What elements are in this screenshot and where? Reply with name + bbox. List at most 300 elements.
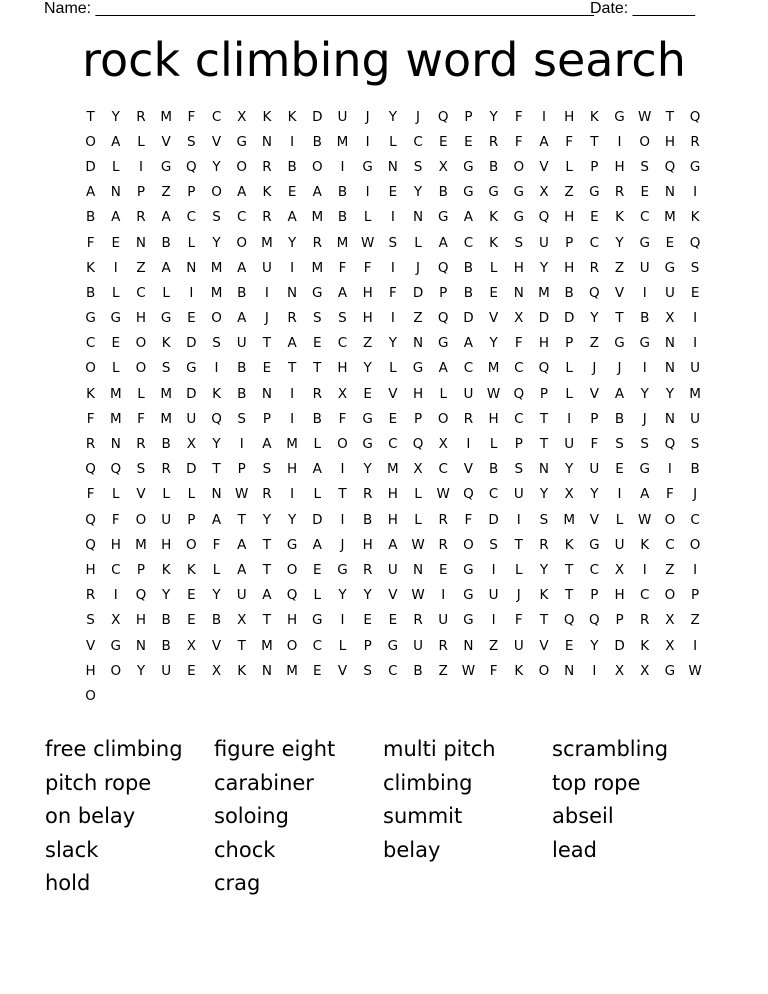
grid-letter[interactable]: S	[161, 360, 171, 377]
grid-letter[interactable]: I	[693, 184, 698, 201]
grid-letter[interactable]: D	[463, 310, 474, 327]
grid-letter[interactable]: Q	[412, 436, 424, 453]
grid-letter[interactable]: F	[514, 133, 523, 150]
grid-letter[interactable]: B	[161, 612, 171, 629]
grid-letter[interactable]: U	[513, 486, 524, 503]
grid-letter[interactable]: V	[136, 486, 146, 503]
grid-letter[interactable]: A	[237, 561, 247, 578]
grid-letter[interactable]: R	[362, 561, 373, 578]
grid-letter[interactable]: P	[136, 184, 146, 201]
grid-letter[interactable]: C	[111, 561, 121, 578]
grid-letter[interactable]: Q	[437, 108, 449, 125]
grid-letter[interactable]: G	[639, 461, 650, 478]
grid-letter[interactable]: U	[161, 662, 172, 679]
grid-letter[interactable]: N	[664, 360, 675, 377]
grid-letter[interactable]: L	[489, 259, 498, 276]
grid-letter[interactable]: Y	[388, 335, 397, 352]
grid-letter[interactable]: T	[539, 436, 549, 453]
grid-letter[interactable]: A	[237, 184, 247, 201]
grid-letter[interactable]: L	[565, 385, 573, 402]
grid-letter[interactable]: R	[136, 436, 146, 453]
grid-letter[interactable]: Q	[85, 511, 96, 528]
grid-letter[interactable]: I	[642, 284, 647, 301]
grid-letter[interactable]: U	[639, 259, 650, 276]
grid-letter[interactable]: G	[589, 184, 600, 201]
grid-letter[interactable]: R	[438, 637, 448, 654]
grid-letter[interactable]: L	[313, 486, 322, 503]
grid-letter[interactable]: B	[237, 284, 247, 301]
grid-letter[interactable]: S	[363, 662, 372, 679]
grid-letter[interactable]: X	[640, 662, 650, 679]
grid-letter[interactable]: Q	[513, 385, 525, 402]
grid-letter[interactable]: Y	[262, 511, 272, 528]
grid-letter[interactable]: Y	[640, 385, 649, 402]
grid-letter[interactable]: S	[187, 133, 196, 150]
grid-letter[interactable]: S	[312, 310, 322, 327]
grid-letter[interactable]: N	[261, 662, 272, 679]
grid-letter[interactable]: L	[162, 486, 170, 503]
grid-letter[interactable]: O	[211, 310, 222, 327]
grid-letter[interactable]: D	[614, 637, 625, 654]
grid-letter[interactable]: U	[463, 385, 474, 402]
grid-letter[interactable]: A	[237, 310, 247, 327]
grid-letter[interactable]: F	[86, 486, 95, 503]
grid-letter[interactable]: Q	[135, 587, 147, 604]
grid-letter[interactable]: B	[312, 133, 322, 150]
grid-letter[interactable]: T	[338, 486, 347, 503]
grid-letter[interactable]: M	[664, 209, 676, 226]
grid-letter[interactable]: O	[437, 410, 449, 427]
grid-letter[interactable]: C	[514, 410, 524, 427]
grid-letter[interactable]: O	[236, 234, 248, 251]
grid-letter[interactable]: M	[387, 461, 399, 478]
grid-letter[interactable]: P	[136, 561, 146, 578]
grid-letter[interactable]: R	[614, 184, 625, 201]
grid-letter[interactable]: G	[589, 536, 600, 553]
grid-letter[interactable]: T	[262, 612, 272, 629]
grid-letter[interactable]: B	[237, 385, 247, 402]
grid-letter[interactable]: G	[387, 637, 399, 654]
grid-letter[interactable]: A	[388, 536, 398, 553]
grid-letter[interactable]: A	[111, 209, 121, 226]
grid-letter[interactable]: X	[237, 612, 247, 629]
grid-letter[interactable]: L	[137, 133, 145, 150]
grid-letter[interactable]: Q	[211, 410, 222, 427]
grid-letter[interactable]: M	[135, 536, 147, 553]
grid-letter[interactable]: D	[312, 108, 323, 125]
grid-letter[interactable]: W	[688, 662, 702, 679]
grid-letter[interactable]: H	[362, 284, 373, 301]
grid-letter[interactable]: E	[363, 612, 372, 629]
grid-letter[interactable]: E	[187, 612, 196, 629]
grid-letter[interactable]: H	[387, 511, 398, 528]
grid-letter[interactable]: T	[539, 612, 549, 629]
grid-letter[interactable]: G	[236, 133, 247, 150]
grid-letter[interactable]: F	[212, 536, 221, 553]
grid-letter[interactable]: L	[187, 234, 196, 251]
grid-letter[interactable]: H	[664, 133, 675, 150]
grid-letter[interactable]: H	[412, 385, 424, 402]
grid-letter[interactable]: H	[135, 310, 147, 327]
grid-letter[interactable]: X	[237, 108, 247, 125]
grid-letter[interactable]: X	[337, 385, 348, 402]
grid-letter[interactable]: Z	[589, 335, 599, 352]
grid-letter[interactable]: G	[664, 259, 676, 276]
grid-letter[interactable]: A	[614, 385, 625, 402]
grid-letter[interactable]: U	[236, 335, 247, 352]
grid-letter[interactable]: V	[488, 310, 499, 327]
grid-letter[interactable]: I	[290, 385, 295, 402]
grid-letter[interactable]: G	[110, 310, 122, 327]
grid-letter[interactable]: K	[640, 536, 650, 553]
grid-letter[interactable]: F	[666, 486, 674, 503]
grid-letter[interactable]: L	[489, 436, 498, 453]
grid-letter[interactable]: A	[640, 486, 650, 503]
grid-letter[interactable]: E	[665, 234, 675, 251]
grid-letter[interactable]: P	[262, 410, 271, 427]
grid-letter[interactable]: L	[389, 133, 397, 150]
grid-letter[interactable]: K	[237, 662, 247, 679]
grid-letter[interactable]: E	[111, 234, 121, 251]
grid-letter[interactable]: I	[466, 436, 471, 453]
grid-letter[interactable]: L	[389, 360, 397, 377]
grid-letter[interactable]: H	[564, 108, 575, 125]
grid-letter[interactable]: M	[160, 108, 172, 125]
grid-letter[interactable]: J	[365, 108, 370, 125]
grid-letter[interactable]: N	[110, 436, 121, 453]
grid-letter[interactable]: D	[538, 310, 550, 327]
grid-letter[interactable]: Y	[212, 587, 221, 604]
grid-letter[interactable]: D	[186, 335, 197, 352]
grid-letter[interactable]: R	[312, 234, 322, 251]
grid-letter[interactable]: U	[161, 511, 172, 528]
grid-letter[interactable]: P	[691, 587, 700, 604]
grid-letter[interactable]: D	[412, 284, 424, 301]
grid-letter[interactable]: V	[539, 637, 549, 654]
grid-letter[interactable]: Y	[287, 234, 297, 251]
grid-letter[interactable]: I	[390, 259, 395, 276]
grid-letter[interactable]: Y	[565, 461, 574, 478]
grid-letter[interactable]: X	[413, 461, 423, 478]
grid-letter[interactable]: A	[337, 284, 348, 301]
grid-letter[interactable]: C	[488, 486, 499, 503]
grid-letter[interactable]: F	[137, 410, 145, 427]
grid-letter[interactable]: A	[262, 587, 272, 604]
date-field-label[interactable]: Date: _______	[590, 0, 695, 17]
grid-letter[interactable]: K	[640, 637, 650, 654]
grid-letter[interactable]: I	[113, 587, 118, 604]
grid-letter[interactable]: N	[538, 461, 550, 478]
grid-letter[interactable]: G	[463, 612, 474, 629]
grid-letter[interactable]: E	[111, 335, 121, 352]
grid-letter[interactable]: H	[614, 158, 625, 175]
grid-letter[interactable]: K	[262, 108, 272, 125]
grid-letter[interactable]: A	[463, 209, 474, 226]
grid-letter[interactable]: Z	[438, 662, 448, 679]
grid-letter[interactable]: Q	[110, 461, 122, 478]
grid-letter[interactable]: Y	[590, 637, 599, 654]
grid-letter[interactable]: M	[563, 511, 575, 528]
grid-letter[interactable]: B	[337, 209, 348, 226]
grid-letter[interactable]: C	[589, 561, 600, 578]
grid-letter[interactable]: F	[363, 259, 372, 276]
grid-letter[interactable]: B	[690, 461, 700, 478]
grid-letter[interactable]: W	[411, 536, 425, 553]
grid-letter[interactable]: I	[239, 436, 244, 453]
grid-letter[interactable]: U	[337, 108, 348, 125]
grid-letter[interactable]: T	[237, 511, 246, 528]
grid-letter[interactable]: G	[689, 158, 701, 175]
grid-letter[interactable]: A	[85, 184, 96, 201]
grid-letter[interactable]: Q	[689, 108, 701, 125]
grid-letter[interactable]: P	[187, 184, 196, 201]
grid-letter[interactable]: Y	[212, 436, 221, 453]
grid-letter[interactable]: O	[110, 662, 122, 679]
grid-letter[interactable]: R	[85, 436, 96, 453]
grid-letter[interactable]: E	[313, 662, 322, 679]
grid-letter[interactable]: X	[614, 662, 625, 679]
grid-letter[interactable]: F	[388, 284, 397, 301]
grid-letter[interactable]: V	[614, 284, 625, 301]
grid-letter[interactable]: C	[337, 335, 348, 352]
grid-letter[interactable]: Y	[489, 108, 498, 125]
grid-letter[interactable]: H	[564, 209, 575, 226]
grid-letter[interactable]: P	[565, 335, 574, 352]
grid-letter[interactable]: I	[667, 461, 672, 478]
grid-letter[interactable]: O	[85, 687, 96, 704]
grid-letter[interactable]: G	[362, 158, 373, 175]
grid-letter[interactable]: R	[589, 259, 600, 276]
grid-letter[interactable]: W	[235, 486, 249, 503]
grid-letter[interactable]: C	[665, 536, 675, 553]
grid-letter[interactable]: C	[640, 209, 650, 226]
grid-letter[interactable]: N	[412, 209, 424, 226]
grid-letter[interactable]: F	[565, 133, 574, 150]
grid-letter[interactable]: V	[539, 158, 549, 175]
grid-letter[interactable]: B	[614, 410, 625, 427]
grid-letter[interactable]: N	[513, 284, 524, 301]
grid-letter[interactable]: T	[313, 360, 322, 377]
grid-letter[interactable]: B	[161, 234, 171, 251]
grid-letter[interactable]: M	[160, 410, 172, 427]
grid-letter[interactable]: Z	[564, 184, 574, 201]
grid-letter[interactable]: K	[262, 184, 272, 201]
grid-letter[interactable]: G	[513, 184, 525, 201]
grid-letter[interactable]: B	[463, 259, 474, 276]
grid-letter[interactable]: U	[186, 410, 197, 427]
grid-letter[interactable]: B	[211, 612, 222, 629]
grid-letter[interactable]: P	[413, 410, 423, 427]
grid-letter[interactable]: J	[617, 360, 622, 377]
grid-letter[interactable]: K	[589, 108, 599, 125]
grid-letter[interactable]: A	[312, 461, 322, 478]
grid-letter[interactable]: V	[85, 637, 96, 654]
grid-letter[interactable]: R	[438, 536, 448, 553]
grid-letter[interactable]: R	[262, 486, 272, 503]
grid-letter[interactable]: L	[112, 284, 120, 301]
grid-letter[interactable]: Z	[665, 561, 675, 578]
grid-letter[interactable]: Y	[413, 184, 423, 201]
grid-letter[interactable]: K	[186, 561, 196, 578]
grid-letter[interactable]: A	[161, 259, 171, 276]
grid-letter[interactable]: N	[412, 561, 424, 578]
grid-letter[interactable]: I	[693, 335, 698, 352]
grid-letter[interactable]: N	[287, 284, 298, 301]
grid-letter[interactable]: G	[639, 335, 650, 352]
grid-letter[interactable]: F	[464, 511, 473, 528]
grid-letter[interactable]: G	[337, 561, 348, 578]
grid-letter[interactable]: S	[615, 436, 624, 453]
grid-letter[interactable]: Y	[338, 587, 347, 604]
grid-letter[interactable]: A	[312, 536, 322, 553]
grid-letter[interactable]: C	[463, 234, 474, 251]
grid-letter[interactable]: O	[135, 511, 147, 528]
grid-letter[interactable]: Q	[286, 587, 298, 604]
grid-letter[interactable]: R	[463, 410, 474, 427]
grid-letter[interactable]: I	[290, 259, 295, 276]
grid-letter[interactable]: G	[160, 158, 172, 175]
grid-letter[interactable]: N	[664, 184, 675, 201]
grid-letter[interactable]: Z	[413, 310, 423, 327]
grid-letter[interactable]: K	[514, 662, 524, 679]
grid-letter[interactable]: Z	[614, 259, 625, 276]
grid-letter[interactable]: Y	[539, 486, 549, 503]
grid-letter[interactable]: S	[640, 158, 649, 175]
grid-letter[interactable]: Q	[538, 360, 550, 377]
grid-letter[interactable]: T	[514, 536, 523, 553]
grid-letter[interactable]: Y	[615, 234, 624, 251]
grid-letter[interactable]: G	[513, 209, 525, 226]
grid-letter[interactable]: A	[438, 234, 448, 251]
grid-letter[interactable]: N	[186, 259, 197, 276]
grid-letter[interactable]: F	[86, 410, 95, 427]
grid-letter[interactable]: P	[590, 158, 599, 175]
grid-letter[interactable]: A	[211, 511, 222, 528]
grid-letter[interactable]: F	[338, 259, 347, 276]
grid-letter[interactable]: E	[388, 410, 398, 427]
grid-letter[interactable]: Q	[437, 259, 449, 276]
grid-letter[interactable]: J	[340, 536, 345, 553]
grid-letter[interactable]: I	[541, 108, 546, 125]
grid-letter[interactable]: H	[513, 259, 524, 276]
grid-letter[interactable]: B	[161, 637, 171, 654]
grid-letter[interactable]: X	[665, 637, 675, 654]
grid-letter[interactable]: I	[365, 184, 370, 201]
grid-letter[interactable]: R	[539, 536, 549, 553]
grid-letter[interactable]: O	[513, 158, 525, 175]
grid-letter[interactable]: T	[665, 108, 675, 125]
grid-letter[interactable]: J	[592, 360, 597, 377]
grid-letter[interactable]: Y	[363, 461, 372, 478]
grid-letter[interactable]: E	[590, 209, 599, 226]
grid-letter[interactable]: X	[438, 436, 448, 453]
grid-letter[interactable]: T	[565, 561, 574, 578]
grid-letter[interactable]: F	[514, 335, 523, 352]
grid-letter[interactable]: X	[665, 612, 675, 629]
grid-letter[interactable]: S	[413, 158, 423, 175]
grid-letter[interactable]: C	[438, 461, 448, 478]
grid-letter[interactable]: L	[112, 486, 120, 503]
grid-letter[interactable]: H	[614, 587, 625, 604]
grid-letter[interactable]: L	[414, 234, 422, 251]
grid-letter[interactable]: T	[262, 335, 272, 352]
grid-letter[interactable]: P	[615, 612, 624, 629]
grid-letter[interactable]: U	[413, 637, 423, 654]
grid-letter[interactable]: Y	[212, 234, 221, 251]
grid-letter[interactable]: E	[363, 385, 372, 402]
grid-letter[interactable]: G	[437, 209, 449, 226]
grid-letter[interactable]: B	[337, 184, 348, 201]
grid-letter[interactable]: B	[438, 184, 448, 201]
grid-letter[interactable]: L	[112, 360, 120, 377]
grid-letter[interactable]: Y	[136, 662, 146, 679]
grid-letter[interactable]: T	[565, 587, 574, 604]
grid-letter[interactable]: I	[491, 612, 496, 629]
grid-letter[interactable]: I	[340, 158, 345, 175]
grid-letter[interactable]: K	[86, 259, 96, 276]
grid-letter[interactable]: R	[287, 310, 297, 327]
grid-letter[interactable]: I	[340, 511, 345, 528]
grid-letter[interactable]: H	[287, 612, 298, 629]
grid-letter[interactable]: E	[464, 133, 473, 150]
grid-letter[interactable]: G	[463, 587, 474, 604]
grid-letter[interactable]: M	[487, 360, 500, 377]
grid-letter[interactable]: L	[414, 511, 422, 528]
grid-letter[interactable]: N	[387, 158, 398, 175]
grid-letter[interactable]: L	[615, 511, 624, 528]
grid-letter[interactable]: Y	[212, 158, 221, 175]
grid-letter[interactable]: A	[237, 259, 247, 276]
grid-letter[interactable]: P	[237, 461, 246, 478]
grid-letter[interactable]: N	[110, 184, 121, 201]
grid-letter[interactable]: C	[589, 234, 600, 251]
grid-letter[interactable]: K	[212, 385, 221, 402]
grid-letter[interactable]: E	[564, 637, 574, 654]
grid-letter[interactable]: A	[539, 133, 549, 150]
grid-letter[interactable]: N	[664, 335, 675, 352]
grid-letter[interactable]: H	[538, 335, 550, 352]
grid-letter[interactable]: P	[439, 284, 448, 301]
grid-letter[interactable]: C	[640, 587, 650, 604]
grid-letter[interactable]: I	[340, 461, 345, 478]
grid-letter[interactable]: E	[187, 587, 196, 604]
grid-letter[interactable]: X	[564, 486, 574, 503]
grid-letter[interactable]: F	[514, 612, 523, 629]
grid-letter[interactable]: I	[592, 662, 597, 679]
grid-letter[interactable]: U	[664, 284, 675, 301]
grid-letter[interactable]: O	[286, 637, 298, 654]
grid-letter[interactable]: V	[161, 133, 171, 150]
grid-letter[interactable]: Y	[111, 108, 120, 125]
grid-letter[interactable]: A	[438, 360, 448, 377]
grid-letter[interactable]: G	[312, 284, 323, 301]
grid-letter[interactable]: V	[211, 637, 222, 654]
grid-letter[interactable]: L	[414, 486, 422, 503]
grid-letter[interactable]: N	[135, 234, 147, 251]
grid-letter[interactable]: X	[614, 561, 625, 578]
grid-letter[interactable]: U	[564, 436, 575, 453]
grid-letter[interactable]: N	[211, 486, 222, 503]
grid-letter[interactable]: F	[86, 234, 95, 251]
grid-letter[interactable]: I	[516, 511, 521, 528]
grid-letter[interactable]: H	[362, 310, 373, 327]
grid-letter[interactable]: V	[463, 461, 474, 478]
grid-letter[interactable]: Y	[665, 385, 675, 402]
grid-letter[interactable]: R	[136, 108, 146, 125]
grid-letter[interactable]: Y	[363, 360, 372, 377]
grid-letter[interactable]: W	[638, 108, 652, 125]
grid-letter[interactable]: D	[85, 158, 96, 175]
